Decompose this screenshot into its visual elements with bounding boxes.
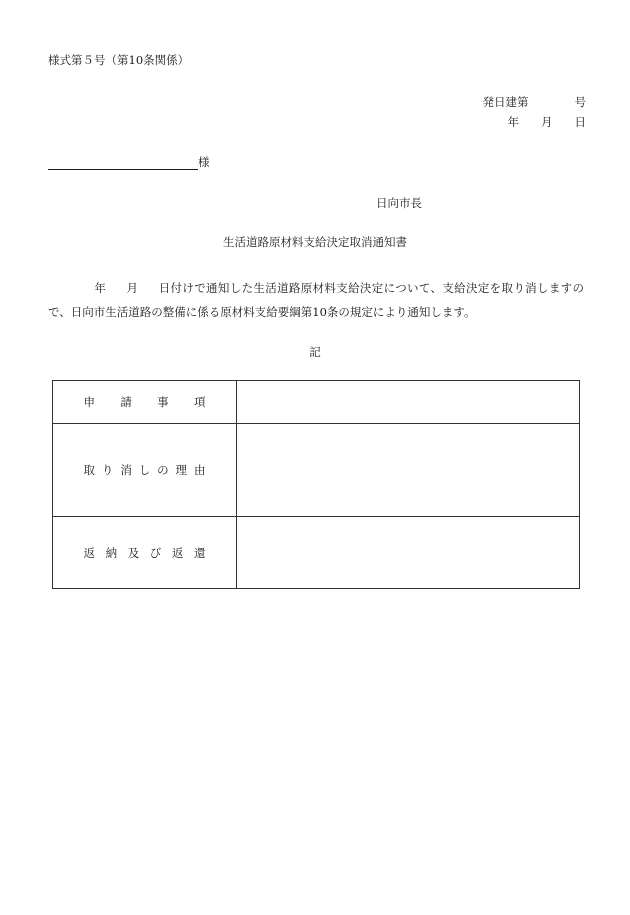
body-text: 日付けで通知した生活道路原材料支給決定について、支給決定を取り消しますので、日向市生活道路の整備に係る原材料支給要綱第10条の規定により通知します。 <box>48 281 585 319</box>
table-row <box>53 517 580 589</box>
table-row <box>53 424 580 517</box>
row-label-reason <box>53 424 237 517</box>
row-value-reason <box>237 424 580 517</box>
row-value-application <box>237 381 580 424</box>
notice-table <box>52 380 580 589</box>
label-chars: 返 納 及 び 返 還 <box>83 545 206 560</box>
document-title: 生活道路原材料支給決定取消通知書 <box>223 235 407 249</box>
body-year: 年 <box>94 281 107 295</box>
addressee <box>48 154 210 170</box>
issue-date-year: 年 <box>507 115 519 129</box>
issue-number-prefix: 発日建第 <box>482 95 529 109</box>
issuer: 日向市長 <box>376 196 422 210</box>
addressee-blank-line <box>48 157 198 170</box>
row-label-application <box>53 381 237 424</box>
form-number: 様式第５号（第10条関係） <box>48 53 190 67</box>
label-chars: 申 請 事 項 <box>83 395 206 409</box>
ki-heading: 記 <box>309 345 321 359</box>
body-paragraph <box>48 276 584 324</box>
row-value-return <box>237 517 580 589</box>
issue-date-month: 月 <box>541 115 553 129</box>
issue-number-suffix: 号 <box>574 95 586 109</box>
table-row <box>53 381 580 424</box>
issue-date-day: 日 <box>574 115 586 129</box>
body-month: 月 <box>126 281 139 295</box>
issue-number <box>483 94 587 110</box>
row-label-return <box>53 517 237 589</box>
addressee-suffix: 様 <box>198 155 210 169</box>
label-chars: 取 り 消 し の 理 由 <box>83 463 206 477</box>
issue-date <box>508 114 587 130</box>
